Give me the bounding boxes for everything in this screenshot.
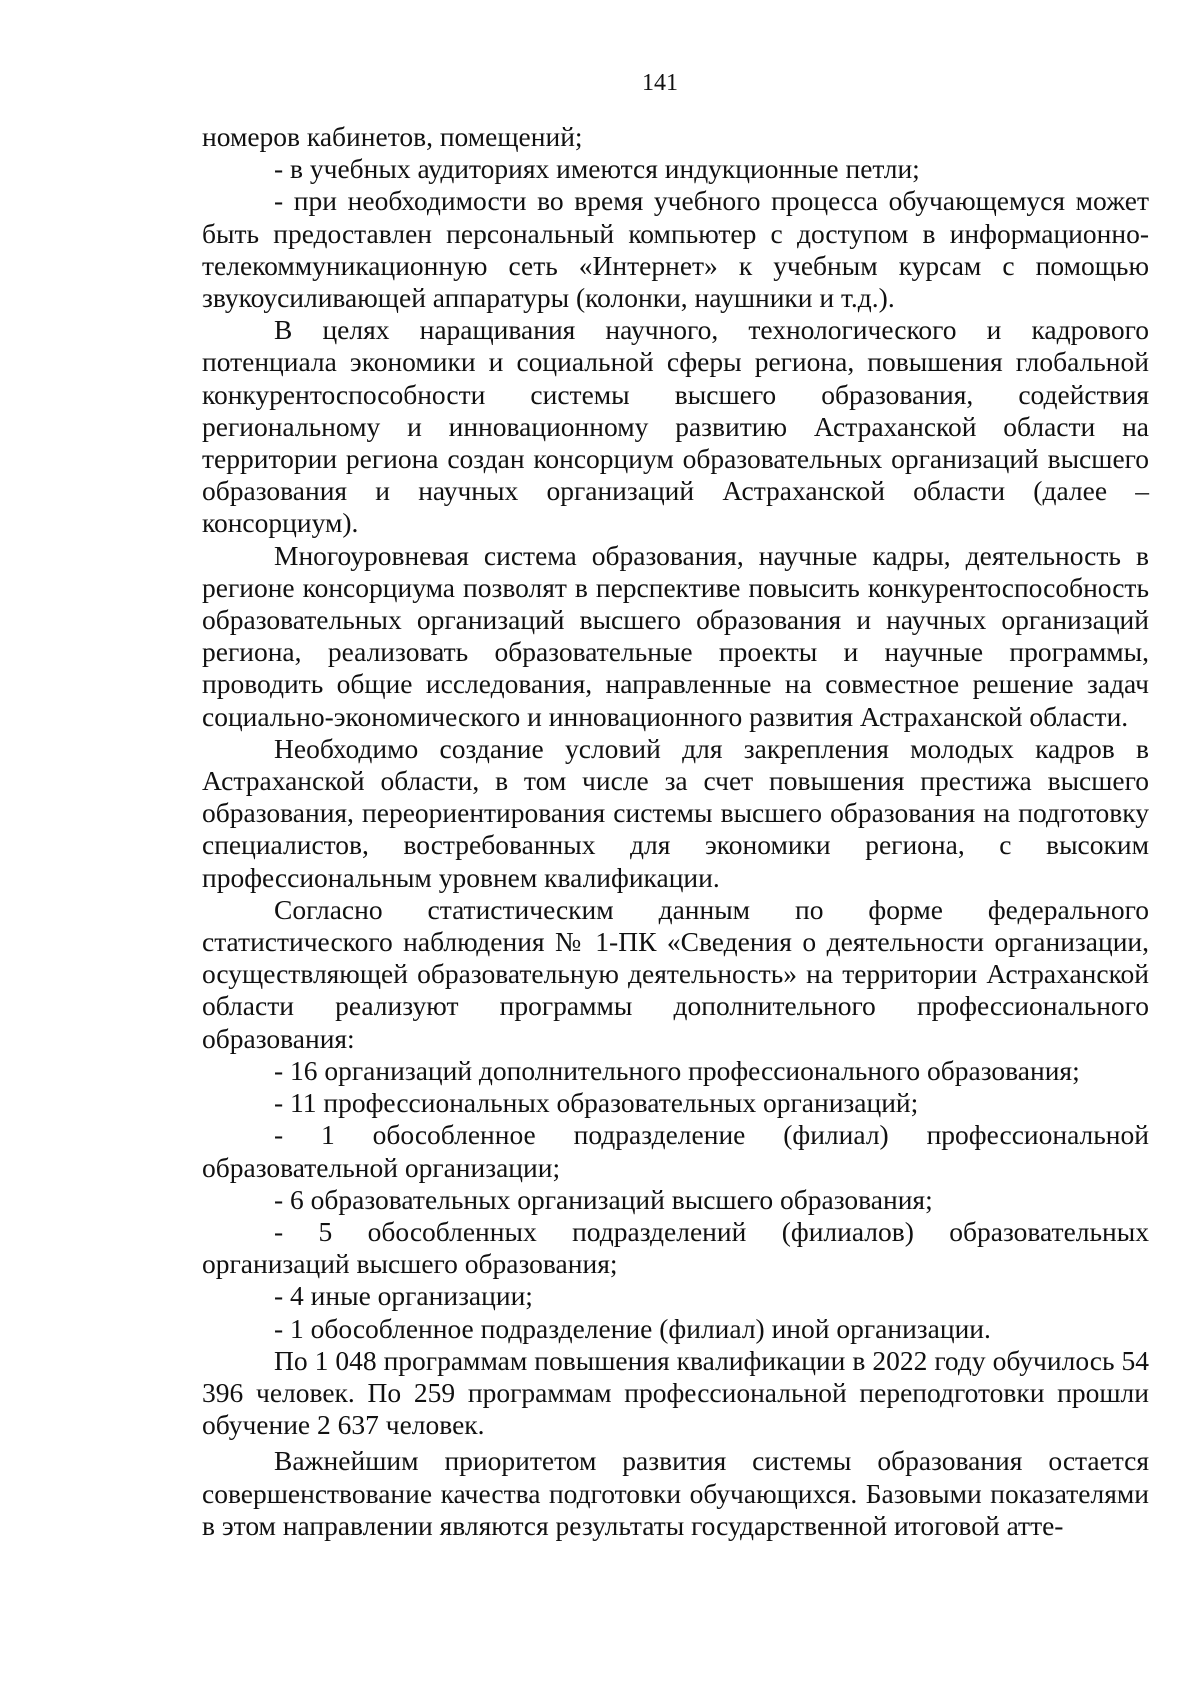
paragraph-multilevel-system: Многоуровневая система образования, научные кадры, деятельность в регионе консорциума позволят в перспективе повысить конкурентоспособность образовательных организаций высшего образования и научных организаций региона, реализовать образовательные проекты и научные программы, проводить общие исследования, направленные на совместное решение задач социально-экономического и инновационного развития Астраханской области. — [202, 539, 1149, 732]
page-number: 141 — [642, 70, 678, 96]
list-item-organizations-11: - 11 профессиональных образовательных организаций; — [274, 1087, 919, 1119]
paragraph-young-personnel: Необходимо создание условий для закрепления молодых кадров в Астраханской области, в том числе за счет повышения престижа высшего образования, переориентирования системы высшего образования на подготовку специалистов, востребованных для экономики региона, с высоким профессиональным уровнем квалификации. — [202, 732, 1149, 893]
paragraph-priority: Важнейшим приоритетом развития системы образования остается совершенствование качества подготовки обучающихся. Базовыми показателями в этом направлении являются результаты государственной итоговой атте- — [202, 1445, 1149, 1541]
list-item-organizations-16: - 16 организаций дополнительного профессионального образования; — [274, 1054, 1080, 1086]
list-item-branch-professional: - 1 обособленное подразделение (филиал) профессиональной образовательной организации; — [202, 1119, 1149, 1183]
list-item-other-organizations-4: - 4 иные организации; — [274, 1280, 533, 1312]
body-text — [202, 121, 1149, 1542]
list-item-branches-5: - 5 обособленных подразделений (филиалов) образовательных организаций высшего образования; — [202, 1215, 1149, 1280]
list-item-higher-education-6: - 6 образовательных организаций высшего образования; — [274, 1183, 933, 1215]
paragraph-statistics: Согласно статистическим данным по форме федерального статистического наблюдения № 1-ПК «Сведения о деятельности организации, осуществляющей образовательную деятельность» на территории Астраханской области реализуют программы дополнительного профессионального образования: — [202, 893, 1149, 1054]
list-item-induction-loops: - в учебных аудиториях имеются индукционные петли; — [274, 153, 920, 185]
paragraph-continuation: номеров кабинетов, помещений; — [202, 121, 583, 152]
list-item-personal-computer: - при необходимости во время учебного процесса обучающемуся может быть предоставлен персональный компьютер с доступом в информационно-телекоммуникационную сеть «Интернет» к учебным курсам с помощью звукоусиливающей аппаратуры (колонки, наушники и т.д.). — [202, 185, 1149, 314]
paragraph-programs: По 1 048 программам повышения квалификации в 2022 году обучилось 54 396 человек. По 259 программам профессиональной переподготовки прошли обучение 2 637 человек. — [202, 1344, 1149, 1441]
list-item-branch-other: - 1 обособленное подразделение (филиал) иной организации. — [274, 1312, 991, 1344]
paragraph-consortium: В целях наращивания научного, технологического и кадрового потенциала экономики и социальной сферы региона, повышения глобальной конкурентоспособности системы высшего образования, содействия региональному и инновационному развитию Астраханской области на территории региона создан консорциум образовательных организаций высшего образования и научных организаций Астраханской области (далее – консорциум). — [202, 314, 1149, 539]
